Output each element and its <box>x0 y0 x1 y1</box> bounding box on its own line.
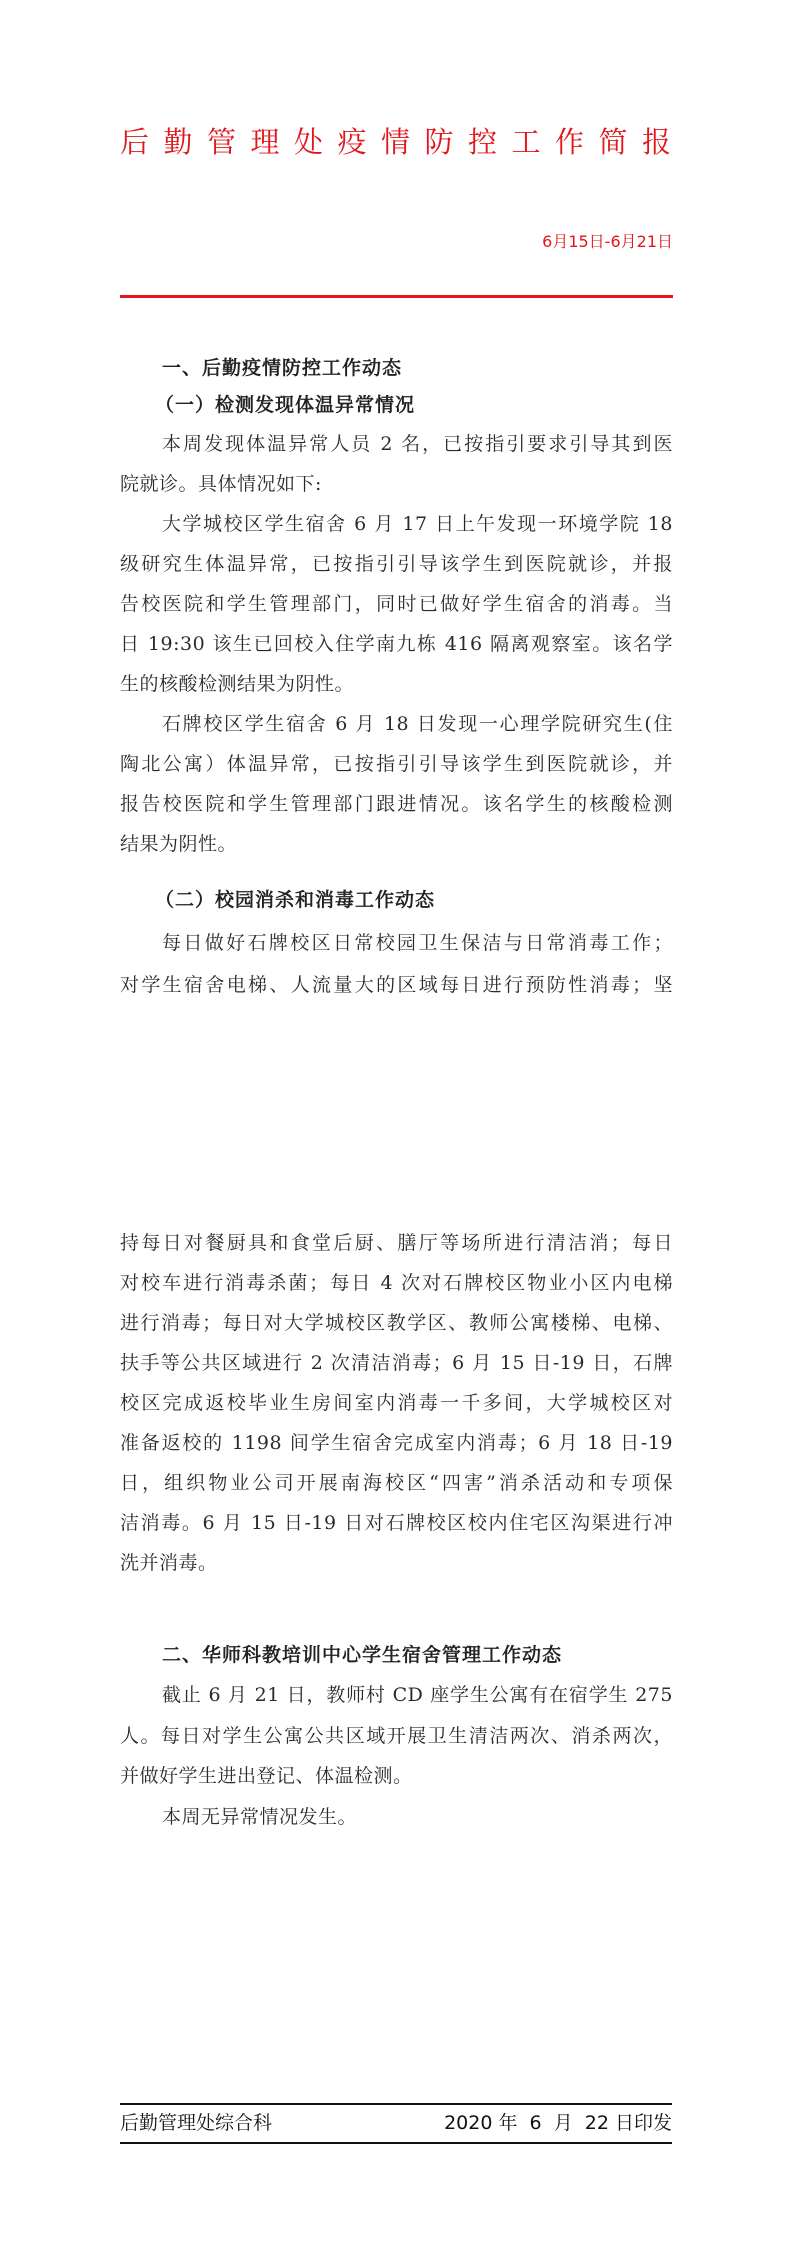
paragraph-line: 生的核酸检测结果为阴性。 <box>120 673 355 695</box>
paragraph-line: 对校车进行消毒杀菌；每日 4 次对石牌校区物业小区内电梯 <box>120 1272 673 1294</box>
paragraph-line: 扶手等公共区域进行 2 次清洁消毒；6 月 15 日-19 日，石牌 <box>120 1352 673 1374</box>
paragraph-line: 本周发现体温异常人员 2 名，已按指引要求引导其到医 <box>162 433 673 455</box>
section-2-heading: 二、华师科教培训中心学生宿舍管理工作动态 <box>162 1644 563 1666</box>
paragraph-line: 进行消毒；每日对大学城校区教学区、教师公寓楼梯、电梯、 <box>120 1312 673 1334</box>
paragraph-line: 对学生宿舍电梯、人流量大的区域每日进行预防性消毒；坚 <box>120 974 673 996</box>
paragraph-line: 持每日对餐厨具和食堂后厨、膳厅等场所进行清洁消；每日 <box>120 1232 673 1254</box>
section-1-heading: 一、后勤疫情防控工作动态 <box>162 357 403 379</box>
paragraph-line: 结果为阴性。 <box>120 833 238 855</box>
paragraph-line: 告校医院和学生管理部门，同时已做好学生宿舍的消毒。当 <box>120 593 673 615</box>
paragraph-line: 日，组织物业公司开展南海校区“四害”消杀活动和专项保 <box>120 1472 673 1494</box>
paragraph-line: 人。每日对学生公寓公共区域开展卫生清洁两次、消杀两次， <box>120 1725 673 1747</box>
date-range: 6月15日-6月21日 <box>542 232 673 251</box>
footer-issuer: 后勤管理处综合科 <box>120 2112 273 2134</box>
paragraph-line: 日 19:30 该生已回校入住学南九栋 416 隔离观察室。该名学 <box>120 633 673 655</box>
header-divider <box>120 295 673 298</box>
paragraph-line: 并做好学生进出登记、体温检测。 <box>120 1765 413 1787</box>
paragraph-line: 报告校医院和学生管理部门跟进情况。该名学生的核酸检测 <box>120 793 673 815</box>
paragraph-line: 每日做好石牌校区日常校园卫生保洁与日常消毒工作； <box>162 932 673 954</box>
paragraph-line: 本周无异常情况发生。 <box>162 1806 358 1828</box>
subsection-1-heading: （一）检测发现体温异常情况 <box>155 394 416 416</box>
paragraph-line: 截止 6 月 21 日，教师村 CD 座学生公寓有在宿学生 275 <box>162 1684 673 1706</box>
paragraph-line: 校区完成返校毕业生房间室内消毒一千多间，大学城校区对 <box>120 1392 673 1414</box>
paragraph-line: 级研究生体温异常，已按指引引导该学生到医院就诊，并报 <box>120 553 673 575</box>
paragraph-line: 大学城校区学生宿舍 6 月 17 日上午发现一环境学院 18 <box>162 513 673 535</box>
subsection-2-heading: （二）校园消杀和消毒工作动态 <box>155 889 436 911</box>
paragraph-line: 洁消毒。6 月 15 日-19 日对石牌校区校内住宅区沟渠进行冲 <box>120 1512 673 1534</box>
paragraph-line: 院就诊。具体情况如下: <box>120 473 322 495</box>
document-title: 后勤管理处疫情防控工作简报 <box>120 125 686 159</box>
paragraph-line: 陶北公寓）体温异常，已按指引引导该学生到医院就诊，并 <box>120 753 673 775</box>
paragraph-line: 石牌校区学生宿舍 6 月 18 日发现一心理学院研究生(住 <box>162 713 673 735</box>
footer-bottom-rule <box>120 2142 672 2144</box>
footer-top-rule <box>120 2103 672 2105</box>
footer-issue-date: 2020 年 6 月 22 日印发 <box>444 2112 672 2134</box>
paragraph-line: 洗并消毒。 <box>120 1552 218 1574</box>
paragraph-line: 准备返校的 1198 间学生宿舍完成室内消毒；6 月 18 日-19 <box>120 1432 673 1454</box>
